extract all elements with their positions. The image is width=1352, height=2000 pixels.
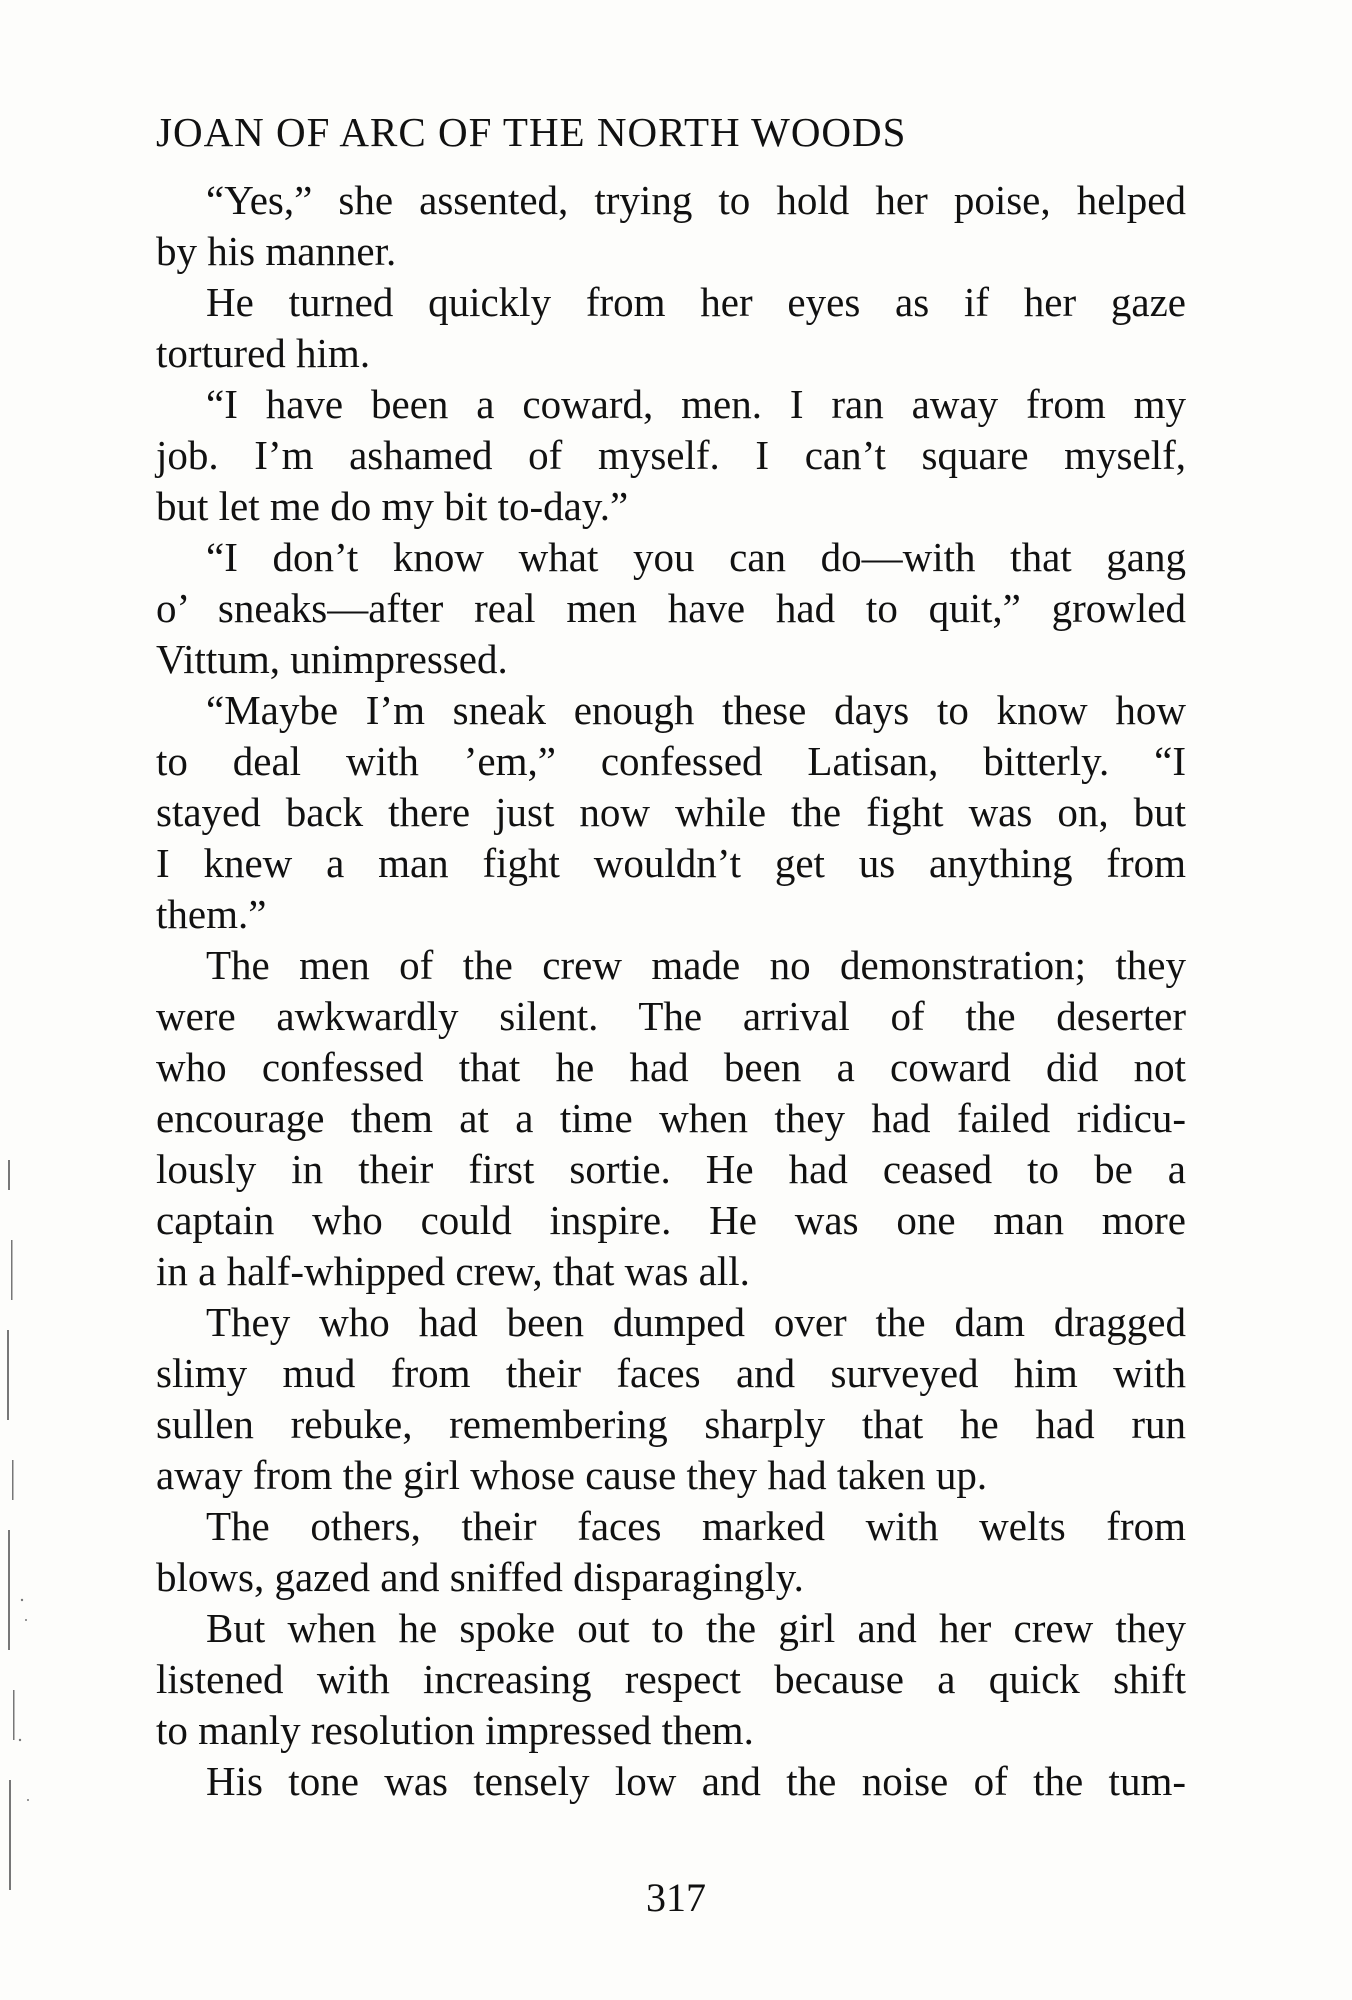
text-line: away from the girl whose cause they had taken up.	[156, 1452, 988, 1498]
text-line: encourage them at a time when they had failed ridicu-	[156, 1095, 1186, 1141]
text-line: by his manner.	[156, 228, 397, 274]
paragraph	[156, 940, 1186, 1297]
body-text	[156, 175, 1186, 1807]
text-line: job. I’m ashamed of myself. I can’t square myself,	[156, 432, 1186, 478]
text-line: to manly resolution impressed them.	[156, 1707, 754, 1753]
running-head: JOAN OF ARC OF THE NORTH WOODS	[156, 109, 907, 155]
text-line: “I have been a coward, men. I ran away from my	[206, 381, 1186, 427]
text-line: sullen rebuke, remembering sharply that he had run	[156, 1401, 1186, 1447]
text-line: to deal with ’em,” confessed Latisan, bitterly. “I	[156, 738, 1186, 784]
text-line: I knew a man fight wouldn’t get us anything from	[156, 840, 1186, 886]
text-line: slimy mud from their faces and surveyed him with	[156, 1350, 1186, 1396]
text-line: He turned quickly from her eyes as if her gaze	[206, 279, 1186, 325]
text-line: stayed back there just now while the fight was on, but	[156, 789, 1186, 835]
paragraph	[156, 1297, 1186, 1501]
text-line: “Maybe I’m sneak enough these days to know how	[206, 687, 1186, 733]
scan-edge-specks	[2, 1100, 42, 1980]
text-line: They who had been dumped over the dam dragged	[206, 1299, 1186, 1345]
text-line: but let me do my bit to-day.”	[156, 483, 629, 529]
text-line: who confessed that he had been a coward did not	[156, 1044, 1186, 1090]
text-line: captain who could inspire. He was one man more	[156, 1197, 1186, 1243]
text-line: The others, their faces marked with welts from	[206, 1503, 1186, 1549]
text-line: The men of the crew made no demonstration; they	[206, 942, 1186, 988]
paragraph	[156, 1501, 1186, 1603]
text-line: blows, gazed and sniffed disparagingly.	[156, 1554, 804, 1600]
text-line: lously in their first sortie. He had ceased to be a	[156, 1146, 1186, 1192]
text-line: in a half-whipped crew, that was all.	[156, 1248, 750, 1294]
paragraph	[156, 379, 1186, 532]
paragraph	[156, 277, 1186, 379]
text-line: tortured him.	[156, 330, 371, 376]
text-line: were awkwardly silent. The arrival of the deserter	[156, 993, 1186, 1039]
page-number: 317	[646, 1875, 706, 1920]
text-line: them.”	[156, 891, 267, 937]
paragraph	[156, 685, 1186, 940]
text-line: o’ sneaks—after real men have had to quit,” growled	[156, 585, 1186, 631]
text-line: “Yes,” she assented, trying to hold her poise, helped	[206, 177, 1186, 223]
text-line: listened with increasing respect because a quick shift	[156, 1656, 1186, 1702]
text-line: But when he spoke out to the girl and her crew they	[206, 1605, 1186, 1651]
paragraph	[156, 532, 1186, 685]
paragraph	[156, 1603, 1186, 1756]
paragraph	[156, 175, 1186, 277]
text-line: Vittum, unimpressed.	[156, 636, 508, 682]
text-line: “I don’t know what you can do—with that gang	[206, 534, 1186, 580]
text-line: His tone was tensely low and the noise of the tum-	[206, 1758, 1186, 1804]
paragraph	[156, 1756, 1186, 1807]
